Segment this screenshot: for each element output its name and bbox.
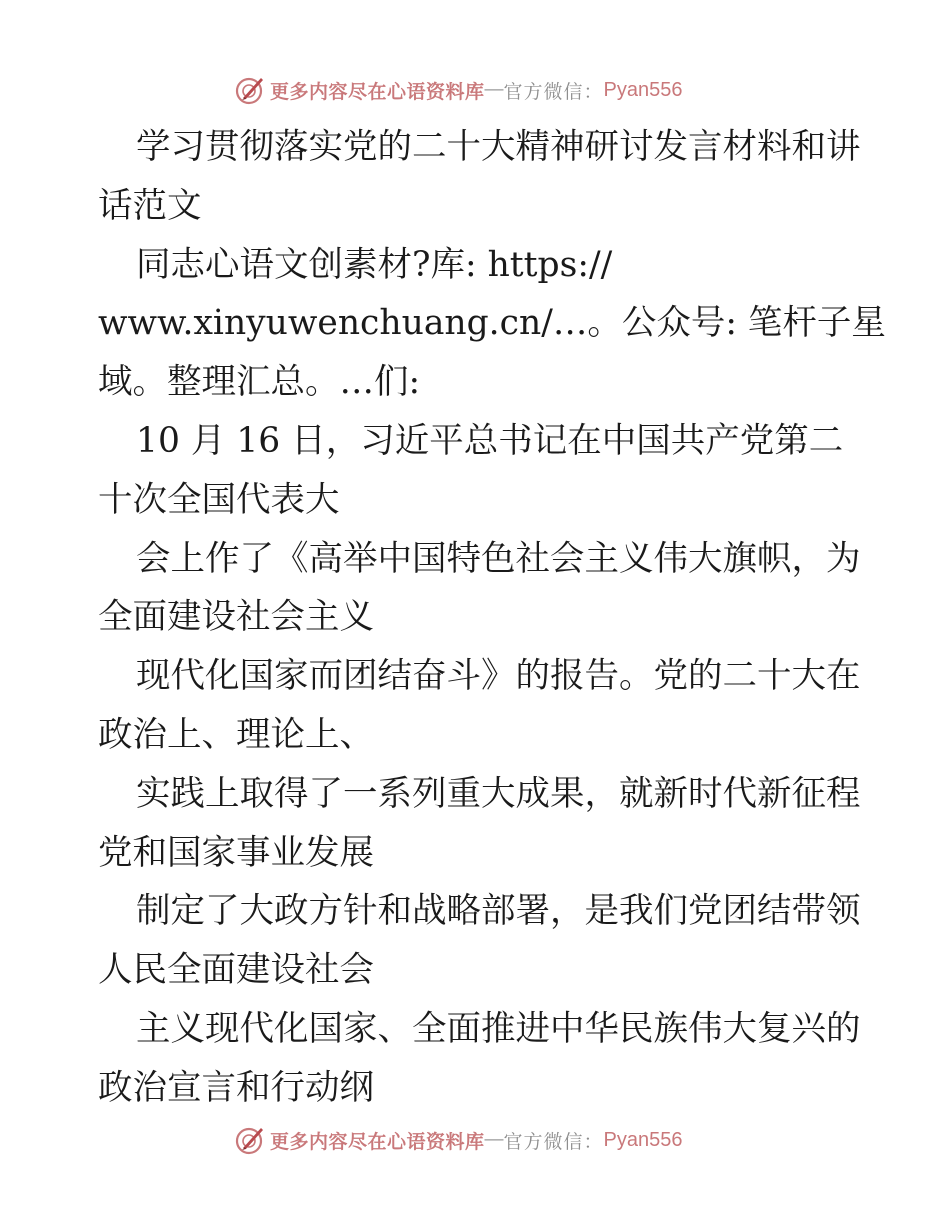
text-line: 现代化国家而团结奋斗》的报告。党的二十大在 [136,656,861,697]
watermark-contact-label: 官方微信： [503,1130,604,1153]
watermark-contact-id: Pyan556 [603,78,683,101]
watermark-contact-label: 官方微信： [503,80,604,103]
text-line: 制定了大政方针和战略部署，是我们党团结带领 [136,891,861,932]
text-line: 政治宣言和行动纲 [98,1067,374,1108]
watermark-brand-text: 更多内容尽在心语资料库 [270,1130,485,1153]
text-line: 学习贯彻落实党的二十大精神研讨发言材料和讲 [136,127,861,167]
text-line: 话范文 [98,185,202,226]
footer-watermark [234,1122,683,1158]
text-line: 全面建设社会主义 [98,597,374,638]
text-line: 域。整理汇总。…们: [98,362,421,403]
watermark-contact-id: Pyan556 [603,1128,683,1151]
text-line: 十次全国代表大 [98,479,340,520]
quill-logo-icon [234,74,266,106]
text-line: 实践上取得了一系列重大成果，就新时代新征程 [136,773,861,814]
text-line: www.xinyuwenchuang.cn/…。公众号: 笔杆子星 [98,303,886,344]
text-line: 党和国家事业发展 [98,832,374,873]
watermark-brand-text: 更多内容尽在心语资料库 [270,80,485,103]
watermark-dash: — [484,79,504,100]
text-line: 政治上、理论上、 [98,714,374,755]
document-body [98,118,886,1118]
text-line: 人民全面建设社会 [98,950,374,991]
watermark-dash: — [484,1129,504,1150]
text-line: 主义现代化国家、全面推进中华民族伟大复兴的 [136,1008,861,1049]
quill-logo-icon [234,1124,266,1156]
text-line: 同志心语文创素材?库: https:// [136,244,613,285]
header-watermark [234,72,683,108]
text-line: 会上作了《高举中国特色社会主义伟大旗帜，为 [136,538,861,579]
text-line: 10 月 16 日，习近平总书记在中国共产党第二 [136,420,844,461]
